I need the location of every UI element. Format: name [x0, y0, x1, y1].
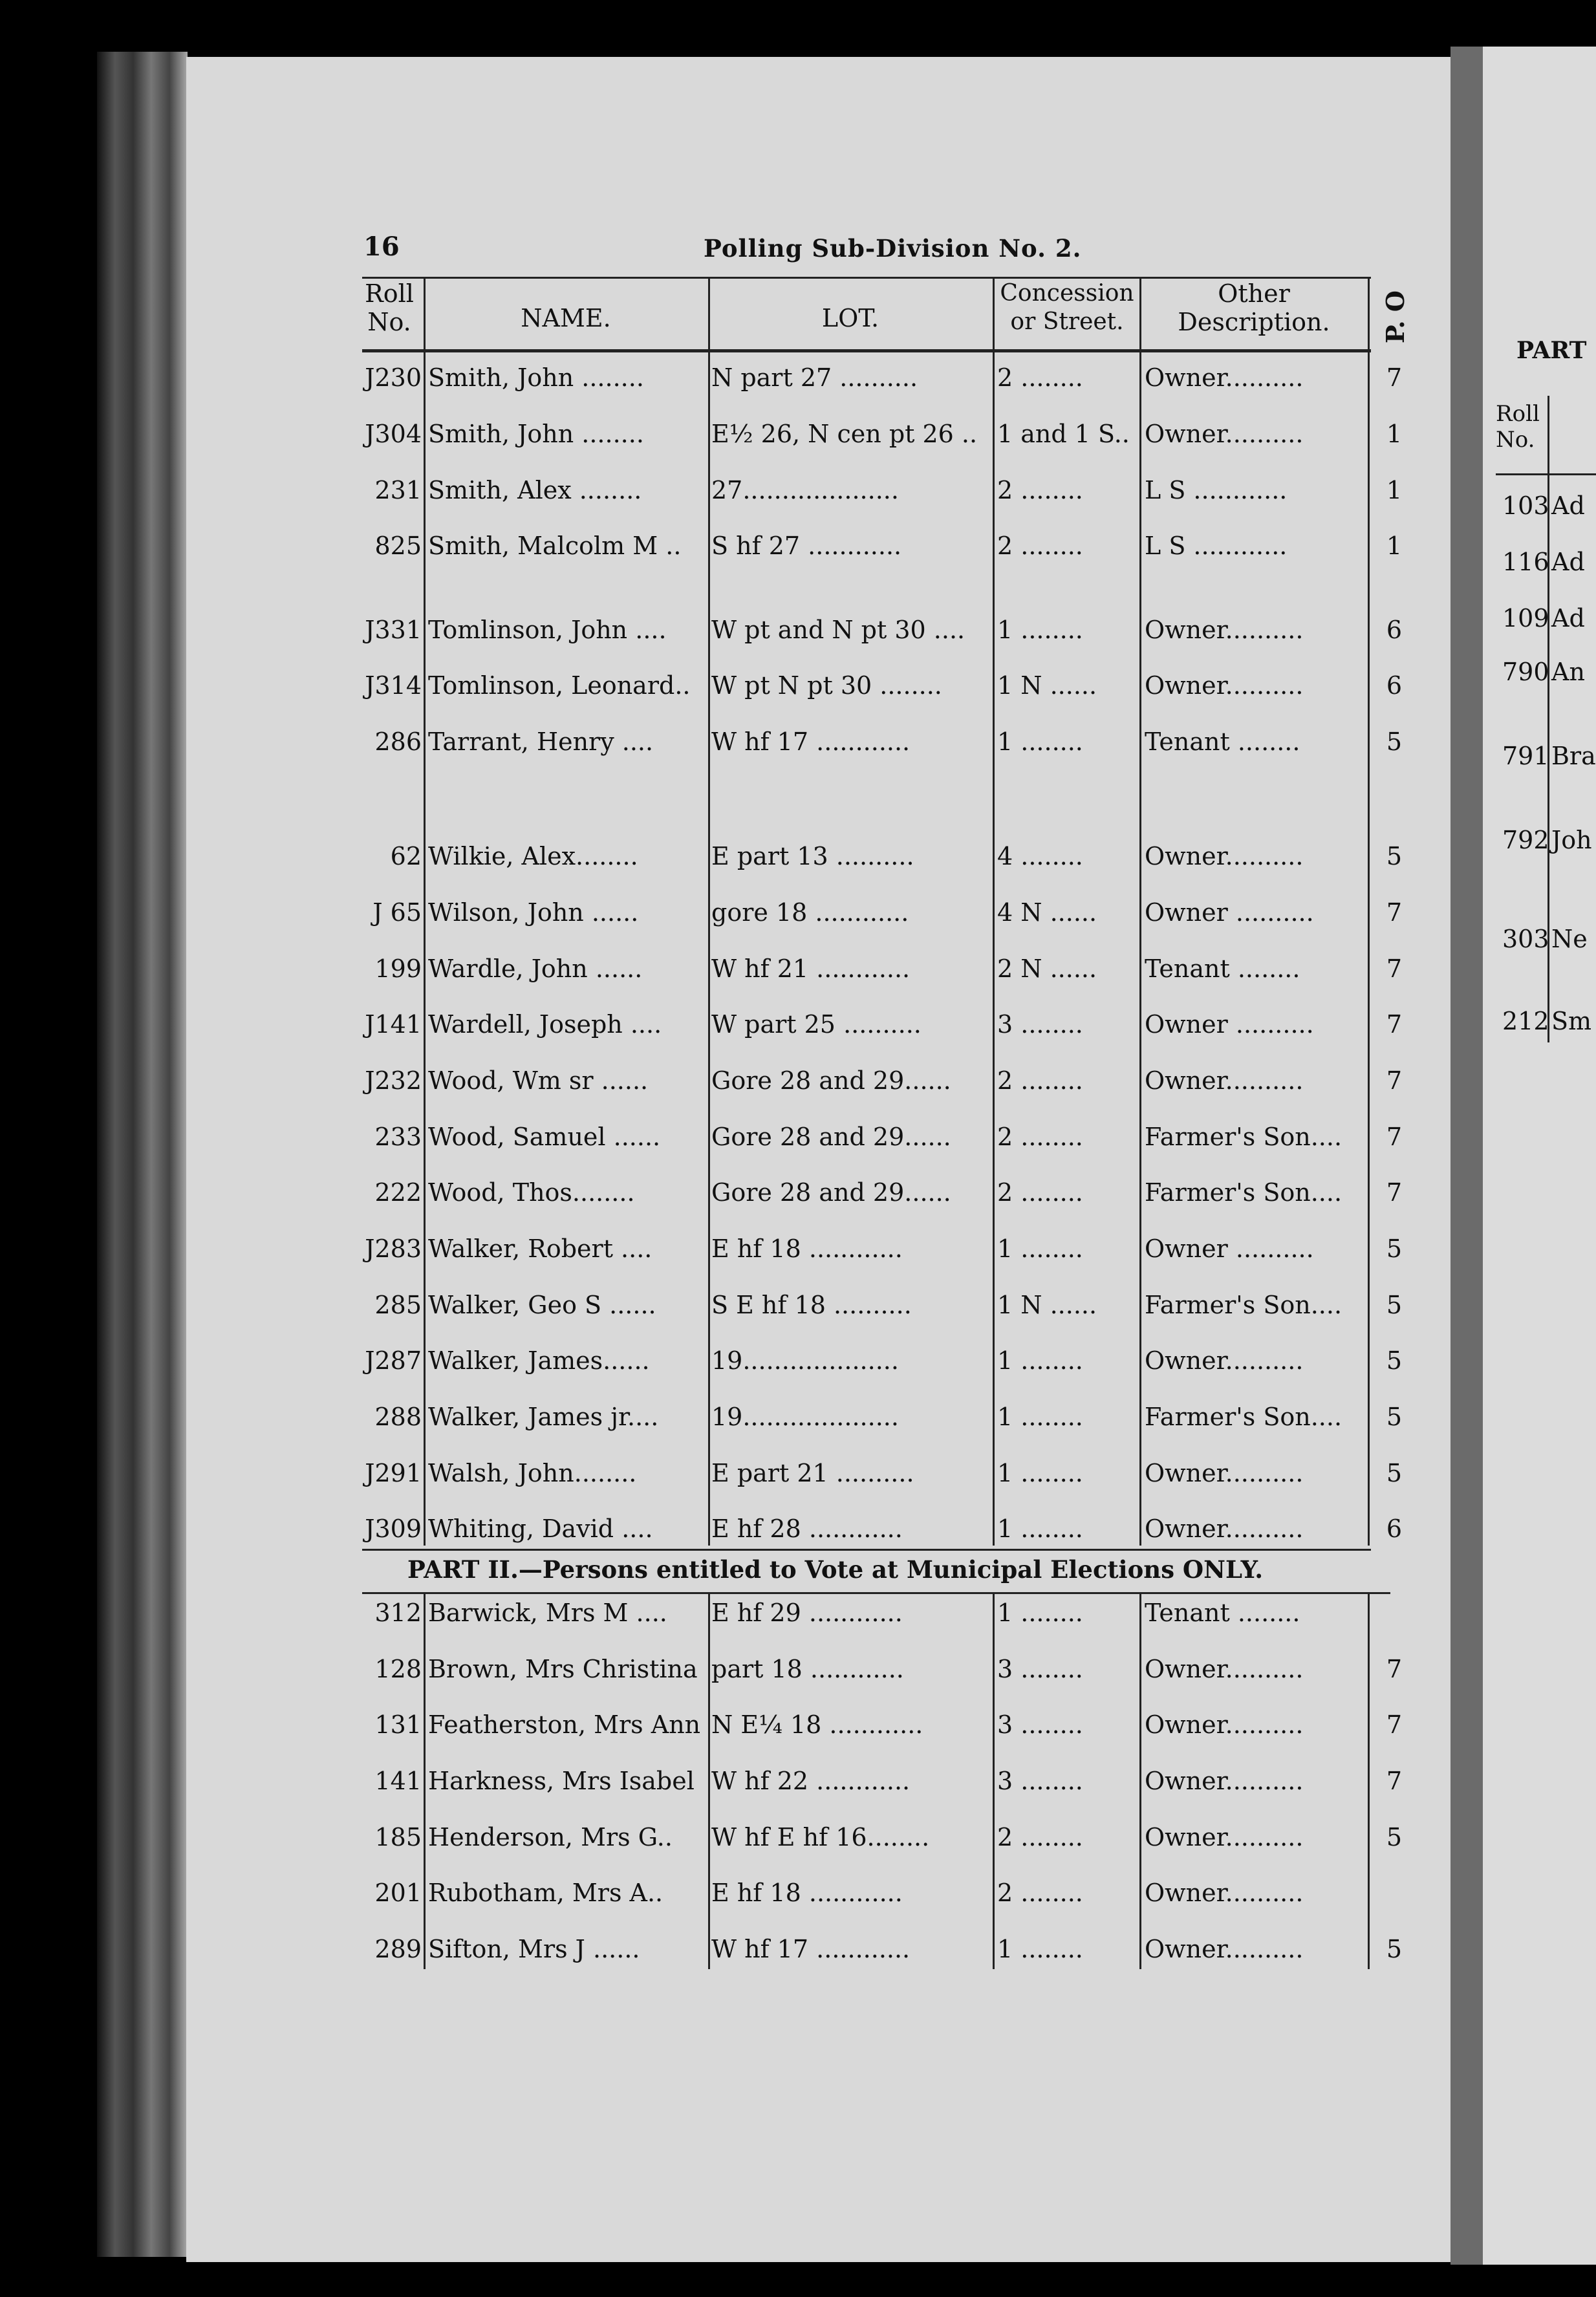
table-cell-lot: W hf 21 ............ — [711, 954, 911, 983]
table-cell-desc: Farmer's Son.... — [1145, 1291, 1343, 1319]
column-header-lot: LOT. — [821, 304, 879, 332]
table-cell-name: Wardell, Joseph .... — [428, 1010, 662, 1039]
table-cell-roll: 289 — [374, 1935, 422, 1963]
col-rule-roll — [424, 278, 426, 1546]
table-cell-conc: 1 ........ — [997, 1935, 1083, 1963]
table-cell-name: Henderson, Mrs G.. — [428, 1823, 673, 1851]
table-cell-desc: Tenant ........ — [1145, 954, 1300, 983]
table-cell-desc: Farmer's Son.... — [1145, 1178, 1343, 1207]
table-cell-roll: J 65 — [372, 898, 422, 927]
table-cell-roll: 128 — [374, 1655, 422, 1683]
table-cell-desc: Owner.......... — [1145, 1346, 1304, 1375]
table-cell-lot: W hf 17 ............ — [711, 1935, 911, 1963]
table-cell-conc: 1 ........ — [997, 1599, 1083, 1627]
table-cell-desc: Owner.......... — [1145, 616, 1304, 644]
table-cell-po: 7 — [1386, 1123, 1403, 1151]
col-rule-concession — [1139, 278, 1141, 1546]
table-cell-roll: 231 — [374, 476, 422, 504]
table-cell-conc: 1 and 1 S.. — [997, 420, 1130, 448]
table-cell-roll: 233 — [374, 1123, 422, 1151]
part2-top-rule — [362, 1549, 1371, 1551]
table-cell-lot: N E¼ 18 ............ — [711, 1710, 923, 1739]
facing-roll: 303 — [1502, 925, 1549, 953]
table-cell-desc: Owner.......... — [1145, 1515, 1304, 1543]
page-fold-edge — [97, 52, 188, 2257]
table-cell-conc: 3 ........ — [997, 1767, 1083, 1795]
facing-name: Ad — [1551, 604, 1585, 632]
table-cell-conc: 3 ........ — [997, 1010, 1083, 1039]
facing-name: Ad — [1551, 491, 1585, 520]
table-cell-name: Walker, James...... — [428, 1346, 650, 1375]
table-cell-conc: 1 ........ — [997, 616, 1083, 644]
table-cell-lot: 27.................... — [711, 476, 899, 504]
table-cell-conc: 1 ........ — [997, 1346, 1083, 1375]
table-cell-po: 5 — [1386, 1823, 1403, 1851]
table-cell-lot: part 18 ............ — [711, 1655, 904, 1683]
facing-roll: 791 — [1502, 742, 1549, 770]
table-cell-lot: E part 13 .......... — [711, 842, 914, 870]
column-header-po: P. O — [1381, 290, 1410, 343]
table-cell-po: 7 — [1386, 954, 1403, 983]
page-number: 16 — [363, 232, 400, 262]
col-rule-name — [708, 278, 710, 1546]
table-cell-lot: W pt N pt 30 ........ — [711, 671, 942, 700]
table-cell-desc: L S ............ — [1145, 476, 1288, 504]
table-cell-po: 7 — [1386, 363, 1403, 392]
table-cell-conc: 1 ........ — [997, 1403, 1083, 1431]
table-cell-name: Brown, Mrs Christina — [428, 1655, 698, 1683]
table-cell-roll: 286 — [374, 728, 422, 756]
table-cell-desc: Owner.......... — [1145, 1710, 1304, 1739]
facing-roll: 116 — [1502, 548, 1549, 576]
facing-name: Bra — [1551, 742, 1596, 770]
table-header-rule — [362, 349, 1371, 352]
table-cell-conc: 2 ........ — [997, 1066, 1083, 1095]
table-cell-desc: Farmer's Son.... — [1145, 1123, 1343, 1151]
table-cell-roll: J314 — [365, 671, 422, 700]
table-cell-po: 7 — [1386, 1066, 1403, 1095]
table-cell-conc: 2 ........ — [997, 532, 1083, 560]
facing-name: An — [1551, 658, 1585, 686]
p2-col-rule-name — [708, 1594, 710, 1969]
facing-roll: 790 — [1502, 658, 1549, 686]
table-cell-conc: 2 ........ — [997, 1123, 1083, 1151]
table-cell-lot: W hf E hf 16........ — [711, 1823, 930, 1851]
table-cell-roll: J230 — [365, 363, 422, 392]
table-cell-lot: Gore 28 and 29...... — [711, 1066, 951, 1095]
col-rule-lot — [993, 278, 995, 1546]
table-cell-name: Smith, Alex ........ — [428, 476, 642, 504]
table-cell-desc: Owner.......... — [1145, 420, 1304, 448]
table-cell-lot: Gore 28 and 29...... — [711, 1178, 951, 1207]
table-cell-lot: S hf 27 ............ — [711, 532, 902, 560]
table-cell-conc: 1 N ...... — [997, 1291, 1097, 1319]
table-cell-name: Walker, Geo S ...... — [428, 1291, 656, 1319]
table-cell-lot: W hf 17 ............ — [711, 728, 911, 756]
table-cell-lot: W pt and N pt 30 .... — [711, 616, 965, 644]
table-cell-name: Smith, Malcolm M .. — [428, 532, 682, 560]
facing-roll: 103 — [1502, 491, 1549, 520]
table-cell-desc: Owner .......... — [1145, 1235, 1314, 1263]
table-cell-conc: 3 ........ — [997, 1655, 1083, 1683]
table-cell-conc: 1 ........ — [997, 1515, 1083, 1543]
table-cell-lot: E part 21 .......... — [711, 1459, 914, 1487]
table-cell-roll: 312 — [374, 1599, 422, 1627]
table-cell-desc: Owner.......... — [1145, 363, 1304, 392]
facing-page — [1483, 47, 1596, 2265]
table-cell-conc: 1 ........ — [997, 1235, 1083, 1263]
table-cell-conc: 2 ........ — [997, 1879, 1083, 1907]
table-cell-name: Walker, Robert .... — [428, 1235, 652, 1263]
facing-roll: 109 — [1502, 604, 1549, 632]
table-cell-desc: Owner.......... — [1145, 1767, 1304, 1795]
table-cell-po: 5 — [1386, 1403, 1403, 1431]
table-cell-conc: 4 ........ — [997, 842, 1083, 870]
part2-bottom-rule — [362, 1592, 1390, 1594]
facing-name: Sm — [1551, 1007, 1592, 1035]
table-cell-conc: 3 ........ — [997, 1710, 1083, 1739]
table-cell-lot: gore 18 ............ — [711, 898, 909, 927]
table-cell-name: Tarrant, Henry .... — [428, 728, 654, 756]
table-cell-conc: 2 ........ — [997, 363, 1083, 392]
table-cell-name: Sifton, Mrs J ...... — [428, 1935, 640, 1963]
table-cell-lot: E hf 29 ............ — [711, 1599, 903, 1627]
table-cell-roll: 825 — [374, 532, 422, 560]
table-cell-desc: Owner.......... — [1145, 1935, 1304, 1963]
table-cell-po: 5 — [1386, 1346, 1403, 1375]
table-cell-po: 7 — [1386, 1767, 1403, 1795]
table-cell-roll: 62 — [390, 842, 422, 870]
table-cell-name: Barwick, Mrs M .... — [428, 1599, 667, 1627]
table-cell-name: Walker, James jr.... — [428, 1403, 659, 1431]
table-cell-po: 5 — [1386, 1235, 1403, 1263]
table-cell-name: Wood, Thos........ — [428, 1178, 635, 1207]
table-cell-roll: 131 — [374, 1710, 422, 1739]
table-cell-conc: 2 N ...... — [997, 954, 1097, 983]
table-cell-po: 5 — [1386, 1459, 1403, 1487]
col-rule-description — [1368, 278, 1370, 1546]
table-cell-lot: 19.................... — [711, 1403, 899, 1431]
table-cell-roll: 141 — [374, 1767, 422, 1795]
table-cell-conc: 1 N ...... — [997, 671, 1097, 700]
table-cell-name: Wardle, John ...... — [428, 954, 643, 983]
table-cell-po: 7 — [1386, 1710, 1403, 1739]
column-header-roll: Roll No. — [365, 279, 414, 336]
table-cell-roll: J304 — [365, 420, 422, 448]
part2-heading: PART II.—Persons entitled to Vote at Municipal Elections ONLY. — [407, 1555, 1264, 1584]
facing-name: Ne — [1551, 925, 1588, 953]
column-header-concession: Concession or Street. — [1000, 280, 1134, 335]
table-cell-conc: 2 ........ — [997, 1178, 1083, 1207]
table-cell-roll: 222 — [374, 1178, 422, 1207]
table-cell-roll: J283 — [365, 1235, 422, 1263]
table-cell-po: 1 — [1386, 420, 1403, 448]
facing-page-rule — [1496, 473, 1596, 475]
table-cell-roll: J331 — [365, 616, 422, 644]
table-cell-name: Harkness, Mrs Isabel — [428, 1767, 695, 1795]
table-cell-po: 5 — [1386, 728, 1403, 756]
table-cell-conc: 1 ........ — [997, 1459, 1083, 1487]
column-header-description: Other Description. — [1178, 279, 1330, 336]
table-cell-desc: Owner.......... — [1145, 1879, 1304, 1907]
table-cell-po: 7 — [1386, 898, 1403, 927]
table-cell-po: 6 — [1386, 1515, 1403, 1543]
table-cell-name: Walsh, John........ — [428, 1459, 637, 1487]
table-cell-lot: 19.................... — [711, 1346, 899, 1375]
table-top-rule — [362, 277, 1371, 279]
table-cell-lot: E hf 28 ............ — [711, 1515, 903, 1543]
p2-col-rule-concession — [1139, 1594, 1141, 1969]
table-cell-roll: 288 — [374, 1403, 422, 1431]
table-cell-lot: E hf 18 ............ — [711, 1879, 903, 1907]
table-cell-lot: W part 25 .......... — [711, 1010, 922, 1039]
table-cell-desc: Owner.......... — [1145, 842, 1304, 870]
table-cell-desc: Tenant ........ — [1145, 1599, 1300, 1627]
table-cell-name: Tomlinson, John .... — [428, 616, 667, 644]
table-cell-desc: Owner.......... — [1145, 1459, 1304, 1487]
table-cell-roll: 185 — [374, 1823, 422, 1851]
facing-roll: 792 — [1502, 826, 1549, 854]
table-cell-name: Whiting, David .... — [428, 1515, 653, 1543]
table-cell-po: 7 — [1386, 1178, 1403, 1207]
table-cell-name: Wood, Wm sr ...... — [428, 1066, 649, 1095]
table-cell-roll: J309 — [365, 1515, 422, 1543]
facing-name: Joh — [1551, 826, 1592, 854]
table-cell-roll: J232 — [365, 1066, 422, 1095]
column-header-name: NAME. — [521, 304, 611, 332]
table-cell-lot: Gore 28 and 29...... — [711, 1123, 951, 1151]
table-cell-name: Featherston, Mrs Ann — [428, 1710, 701, 1739]
table-cell-desc: L S ............ — [1145, 532, 1288, 560]
table-cell-desc: Owner .......... — [1145, 898, 1314, 927]
table-cell-po: 5 — [1386, 1291, 1403, 1319]
table-cell-name: Smith, John ........ — [428, 363, 644, 392]
table-cell-conc: 2 ........ — [997, 1823, 1083, 1851]
table-cell-roll: 285 — [374, 1291, 422, 1319]
table-cell-name: Rubotham, Mrs A.. — [428, 1879, 663, 1907]
facing-page-roll-header: Roll No. — [1496, 401, 1540, 453]
facing-name: Ad — [1551, 548, 1585, 576]
table-cell-conc: 1 ........ — [997, 728, 1083, 756]
p2-col-rule-lot — [993, 1594, 995, 1969]
table-cell-desc: Owner.......... — [1145, 1823, 1304, 1851]
table-cell-conc: 2 ........ — [997, 476, 1083, 504]
table-cell-desc: Owner.......... — [1145, 671, 1304, 700]
table-cell-desc: Owner .......... — [1145, 1010, 1314, 1039]
table-cell-desc: Owner.......... — [1145, 1655, 1304, 1683]
table-cell-name: Wilkie, Alex........ — [428, 842, 638, 870]
table-cell-lot: N part 27 .......... — [711, 363, 918, 392]
table-cell-desc: Farmer's Son.... — [1145, 1403, 1343, 1431]
table-cell-po: 5 — [1386, 1935, 1403, 1963]
table-cell-lot: W hf 22 ............ — [711, 1767, 911, 1795]
book-spine — [1450, 47, 1483, 2265]
table-cell-po: 1 — [1386, 476, 1403, 504]
table-cell-name: Smith, John ........ — [428, 420, 644, 448]
table-cell-po: 7 — [1386, 1010, 1403, 1039]
table-cell-lot: E½ 26, N cen pt 26 .. — [711, 420, 978, 448]
p2-col-rule-description — [1368, 1594, 1370, 1969]
facing-roll: 212 — [1502, 1007, 1549, 1035]
table-cell-desc: Owner.......... — [1145, 1066, 1304, 1095]
table-cell-roll: 199 — [374, 954, 422, 983]
table-cell-po: 6 — [1386, 671, 1403, 700]
table-cell-lot: E hf 18 ............ — [711, 1235, 903, 1263]
table-cell-name: Wilson, John ...... — [428, 898, 639, 927]
table-cell-desc: Tenant ........ — [1145, 728, 1300, 756]
table-cell-name: Tomlinson, Leonard.. — [428, 671, 691, 700]
facing-page-header: PART — [1516, 337, 1587, 364]
page-title: Polling Sub-Division No. 2. — [704, 234, 1082, 263]
table-cell-conc: 4 N ...... — [997, 898, 1097, 927]
table-cell-roll: J291 — [365, 1459, 422, 1487]
table-cell-name: Wood, Samuel ...... — [428, 1123, 661, 1151]
table-cell-roll: J141 — [365, 1010, 422, 1039]
table-cell-roll: J287 — [365, 1346, 422, 1375]
table-cell-lot: S E hf 18 .......... — [711, 1291, 912, 1319]
table-cell-po: 5 — [1386, 842, 1403, 870]
p2-col-rule-roll — [424, 1594, 426, 1969]
table-cell-roll: 201 — [374, 1879, 422, 1907]
table-cell-po: 6 — [1386, 616, 1403, 644]
table-cell-po: 1 — [1386, 532, 1403, 560]
table-cell-po: 7 — [1386, 1655, 1403, 1683]
